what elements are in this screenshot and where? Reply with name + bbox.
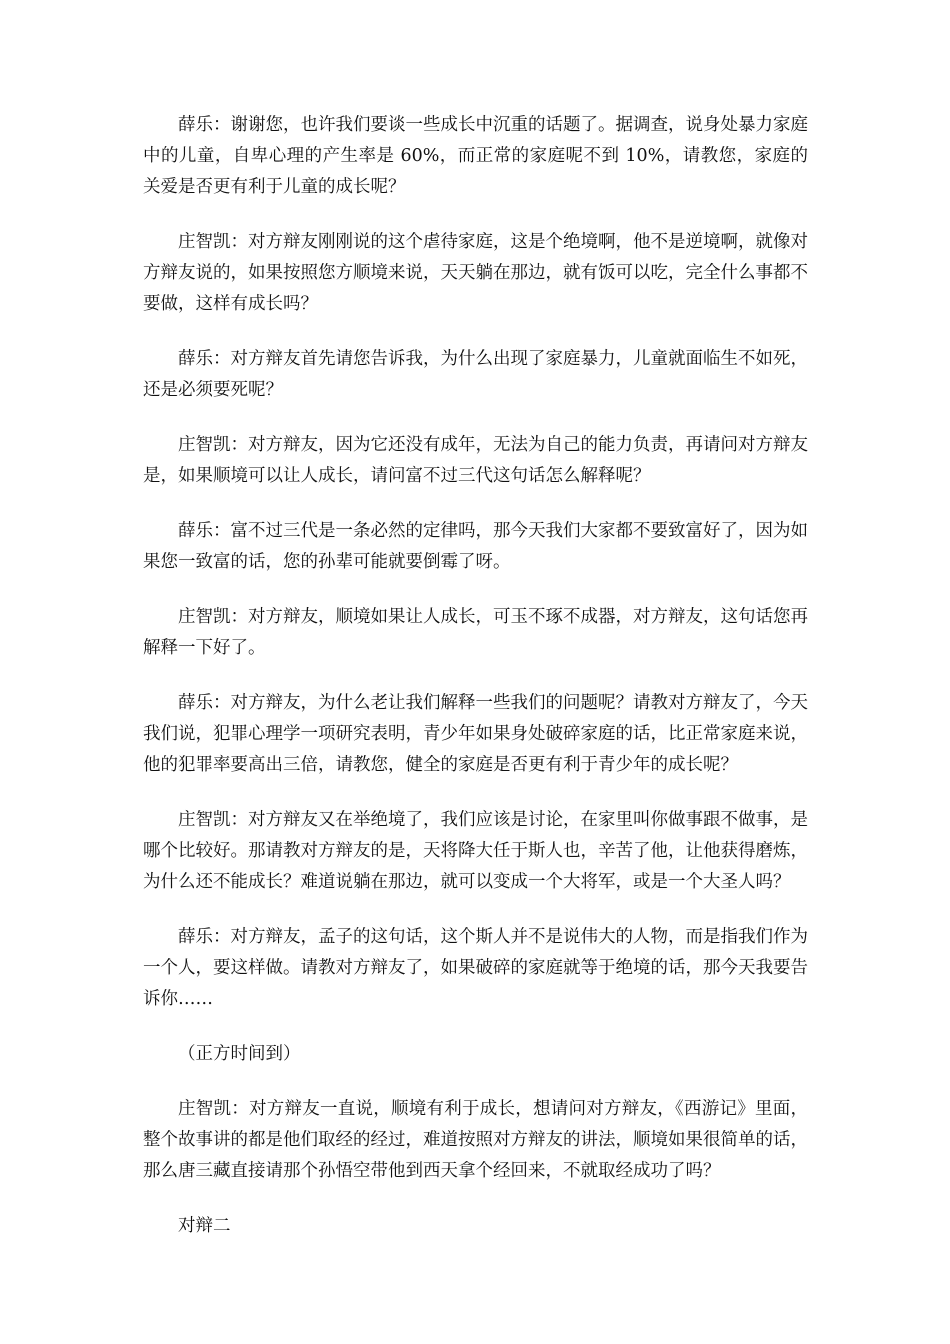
paragraph-zhuang-zhikai-2: 庄智凯：对方辩友，因为它还没有成年，无法为自己的能力负责，再请问对方辩友是，如果顺境可以让人成长，请问富不过三代这句话怎么解释呢？: [143, 435, 808, 486]
paragraph-zhuang-zhikai-3: 庄智凯：对方辩友，顺境如果让人成长，可玉不琢不成器，对方辩友，这句话您再解释一下好了。: [143, 607, 808, 658]
paragraph-zhuang-zhikai-4: 庄智凯：对方辩友又在举绝境了，我们应该是讨论，在家里叫你做事跟不做事，是哪个比较好。那请教对方辩友的是，天将降大任于斯人也，辛苦了他，让他获得磨炼，为什么还不能成长？难道说躺在那边，就可以变成一个大将军，或是一个大圣人吗？: [143, 810, 808, 892]
paragraph-zhuang-zhikai-1: 庄智凯：对方辩友刚刚说的这个虐待家庭，这是个绝境啊，他不是逆境啊，就像对方辩友说的，如果按照您方顺境来说，天天躺在那边，就有饭可以吃，完全什么事都不要做，这样有成长吗？: [143, 232, 808, 314]
paragraph-time-up-note: （正方时间到）: [178, 1044, 301, 1064]
paragraph-xue-le-3: 薛乐：富不过三代是一条必然的定律吗，那今天我们大家都不要致富好了，因为如果您一致富的话，您的孙辈可能就要倒霉了呀。: [143, 521, 808, 572]
paragraph-xue-le-4: 薛乐：对方辩友，为什么老让我们解释一些我们的问题呢？请教对方辩友了，今天我们说，犯罪心理学一项研究表明，青少年如果身处破碎家庭的话，比正常家庭来说，他的犯罪率要高出三倍，请教您，健全的家庭是否更有利于青少年的成长呢？: [143, 693, 808, 775]
paragraph-xue-le-5: 薛乐：对方辩友，孟子的这句话，这个斯人并不是说伟大的人物，而是指我们作为一个人，要这样做。请教对方辩友了，如果破碎的家庭就等于绝境的话，那今天我要告诉你……: [143, 927, 808, 1009]
section-heading-debate-two: 对辩二: [178, 1216, 231, 1236]
paragraph-xue-le-1: 薛乐：谢谢您，也许我们要谈一些成长中沉重的话题了。据调查，说身处暴力家庭中的儿童，自卑心理的产生率是 60%，而正常的家庭呢不到 10%，请教您，家庭的关爱是否更有利于儿童的成长呢？: [143, 115, 808, 197]
paragraph-zhuang-zhikai-5: 庄智凯：对方辩友一直说，顺境有利于成长，想请问对方辩友，《西游记》里面，整个故事讲的都是他们取经的经过，难道按照对方辩友的讲法，顺境如果很简单的话，那么唐三藏直接请那个孙悟空带他到西天拿个经回来，不就取经成功了吗？: [143, 1099, 808, 1181]
document-page: [143, 110, 808, 1266]
paragraph-xue-le-2: 薛乐：对方辩友首先请您告诉我，为什么出现了家庭暴力，儿童就面临生不如死，还是必须要死呢？: [143, 349, 808, 400]
